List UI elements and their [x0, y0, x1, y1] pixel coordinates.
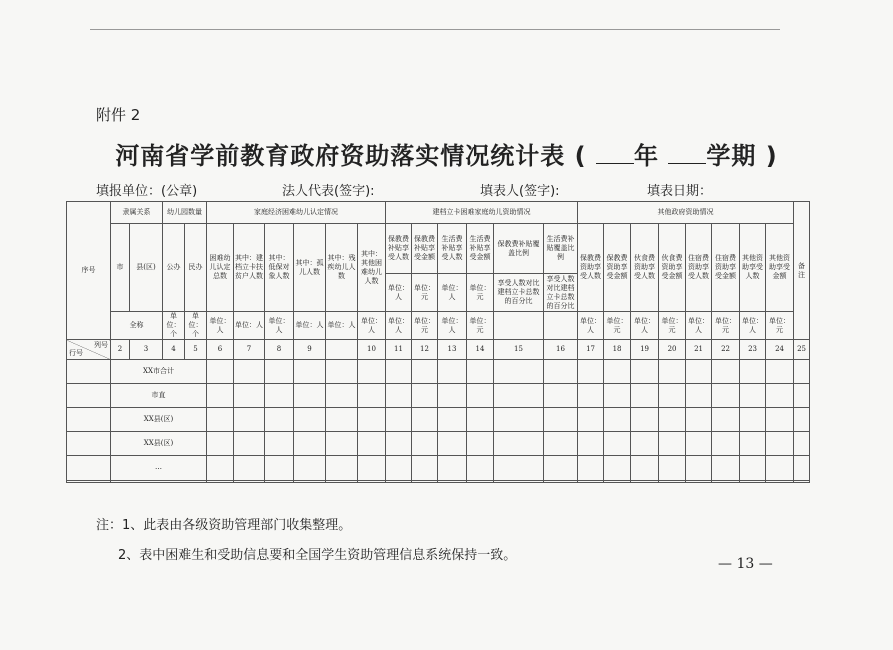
- seq-header: 序号: [67, 202, 111, 340]
- col-header: 其中：孤儿人数: [294, 224, 326, 312]
- county-header: 县(区): [130, 224, 163, 312]
- column-number: 11: [386, 340, 412, 360]
- unit-cell: 单位：元: [467, 312, 494, 340]
- title-main: 河南省学前教育政府资助落实情况统计表 (: [115, 142, 596, 170]
- attachment-label: 附件 2: [96, 106, 141, 124]
- column-number: 4: [163, 340, 185, 360]
- col-header: 保教费补贴覆盖比例: [494, 224, 544, 274]
- row-col-diagonal-cell: [67, 340, 111, 360]
- row-label: [111, 480, 207, 482]
- col-header: 住宿费资助享受金额: [712, 224, 740, 312]
- column-number-row: [67, 340, 810, 360]
- col-header: 住宿费资助享受人数: [686, 224, 712, 312]
- unit-cell: 单位：人: [438, 274, 467, 312]
- statistics-table: [66, 201, 810, 483]
- col-header: 其中：其他困难幼儿人数: [358, 224, 386, 312]
- col-header: 保教费补贴享受人数: [386, 224, 412, 274]
- col-header: 伙食费资助享受人数: [631, 224, 659, 312]
- term-blank: [668, 145, 706, 164]
- col-header: 其中：残疾幼儿人数: [326, 224, 358, 312]
- unit-cell: 单位：人: [234, 312, 265, 340]
- col-header: 保教费资助享受金额: [604, 224, 631, 312]
- unit-cell: 单位：人: [386, 312, 412, 340]
- column-number: 16: [544, 340, 578, 360]
- column-number: 21: [686, 340, 712, 360]
- unit-cell: 单位：元: [659, 312, 686, 340]
- col-header: 生活费补贴享受人数: [438, 224, 467, 274]
- column-number: 2: [111, 340, 130, 360]
- top-rule: [90, 29, 780, 30]
- unit-cell: 单位：元: [467, 274, 494, 312]
- unit-cell: 单位：元: [412, 274, 438, 312]
- row-label: …: [111, 456, 207, 480]
- column-number: 8: [265, 340, 294, 360]
- col-header: 保教费资助享受人数: [578, 224, 604, 312]
- title-term: 学期 ): [706, 142, 778, 170]
- column-number: 23: [740, 340, 766, 360]
- reporting-unit-label: 填报单位：(公章): [96, 184, 198, 199]
- unit-cell: 单位：元: [604, 312, 631, 340]
- fill-in-row: [96, 180, 796, 198]
- col-header: 其他资助享受金额: [766, 224, 794, 312]
- unit-cell: 单位：元: [412, 312, 438, 340]
- table-row: [67, 384, 810, 408]
- document-title: [0, 136, 893, 171]
- unit-cell: [544, 312, 578, 340]
- row-number-label: 行号: [69, 349, 83, 357]
- column-number: 25: [794, 340, 810, 360]
- col-header: 其中：低保对象人数: [265, 224, 294, 312]
- remark-header: 备注: [794, 202, 810, 340]
- private-header: 民办: [185, 224, 207, 312]
- column-number: 17: [578, 340, 604, 360]
- unit-cell: 单位：人: [631, 312, 659, 340]
- column-number: 24: [766, 340, 794, 360]
- column-number: 3: [130, 340, 163, 360]
- col-header: 困难幼儿认定总数: [207, 224, 234, 312]
- row-label: XX市合计: [111, 360, 207, 384]
- notes: [96, 514, 516, 574]
- col-header: 伙食费资助享受金额: [659, 224, 686, 312]
- unit-cell: [494, 312, 544, 340]
- column-number: 22: [712, 340, 740, 360]
- row-label: XX县(区): [111, 408, 207, 432]
- unit-cell: 单位：元: [766, 312, 794, 340]
- column-number: 10: [358, 340, 386, 360]
- col-header: 保教费补贴享受金额: [412, 224, 438, 274]
- row-label: XX县(区): [111, 432, 207, 456]
- title-year: 年: [634, 142, 659, 170]
- column-number: 6: [207, 340, 234, 360]
- kindergarten-count-header: 幼儿园数量: [163, 202, 207, 224]
- unit-cell: 单位：人: [386, 274, 412, 312]
- group-registered-header: 建档立卡困难家庭幼儿资助情况: [386, 202, 578, 224]
- affiliation-header: 隶属关系: [111, 202, 163, 224]
- column-number: 20: [659, 340, 686, 360]
- column-number: 14: [467, 340, 494, 360]
- fill-date-label: 填表日期：: [647, 184, 713, 199]
- unit-cell: 单位：人: [740, 312, 766, 340]
- column-number: 13: [438, 340, 467, 360]
- row-label: 市直: [111, 384, 207, 408]
- table-row: [67, 432, 810, 456]
- col-number-label: 列号: [94, 341, 108, 349]
- table-row: [67, 480, 810, 482]
- unit-cell: 单位：人: [578, 312, 604, 340]
- col-header: 生活费补贴享受金额: [467, 224, 494, 274]
- col-header: 生活费补贴覆盖比例: [544, 224, 578, 274]
- unit-cell: 享受人数对比建档立卡总数的百分比: [544, 274, 578, 312]
- year-blank: [596, 145, 634, 164]
- unit-cell: 单位：个: [163, 312, 185, 340]
- full-name-header: 全称: [111, 312, 163, 340]
- table-row: [67, 360, 810, 384]
- column-number: 12: [412, 340, 438, 360]
- note-1: 注：1、此表由各级资助管理部门收集整理。: [96, 518, 352, 533]
- column-number: [326, 340, 358, 360]
- table-row: [67, 456, 810, 480]
- unit-cell: 享受人数对比建档立卡总数的百分比: [494, 274, 544, 312]
- column-number: 5: [185, 340, 207, 360]
- group-other-header: 其他政府资助情况: [578, 202, 794, 224]
- note-2: 2、表中困难生和受助信息要和全国学生资助管理信息系统保持一致。: [118, 548, 517, 563]
- column-number: 7: [234, 340, 265, 360]
- unit-cell: 单位：人: [438, 312, 467, 340]
- unit-cell: 单位：元: [712, 312, 740, 340]
- unit-cell: 单位：人: [265, 312, 294, 340]
- column-number: 15: [494, 340, 544, 360]
- unit-cell: 单位：人: [358, 312, 386, 340]
- unit-cell: 单位：人: [686, 312, 712, 340]
- page-number: — 13 —: [718, 556, 773, 572]
- column-number: 18: [604, 340, 631, 360]
- unit-cell: 单位：人: [326, 312, 358, 340]
- filler-label: 填表人(签字):: [480, 184, 560, 199]
- column-number: 9: [294, 340, 326, 360]
- col-header: 其他资助享受人数: [740, 224, 766, 312]
- table-row: [67, 408, 810, 432]
- unit-cell: 单位：人: [294, 312, 326, 340]
- column-number: 19: [631, 340, 659, 360]
- public-header: 公办: [163, 224, 185, 312]
- col-header: 其中：建档立卡扶贫户人数: [234, 224, 265, 312]
- city-header: 市: [111, 224, 130, 312]
- unit-cell: 单位：个: [185, 312, 207, 340]
- unit-cell: 单位：人: [207, 312, 234, 340]
- legal-rep-label: 法人代表(签字):: [282, 184, 375, 199]
- group-difficulty-header: 家庭经济困难幼儿认定情况: [207, 202, 386, 224]
